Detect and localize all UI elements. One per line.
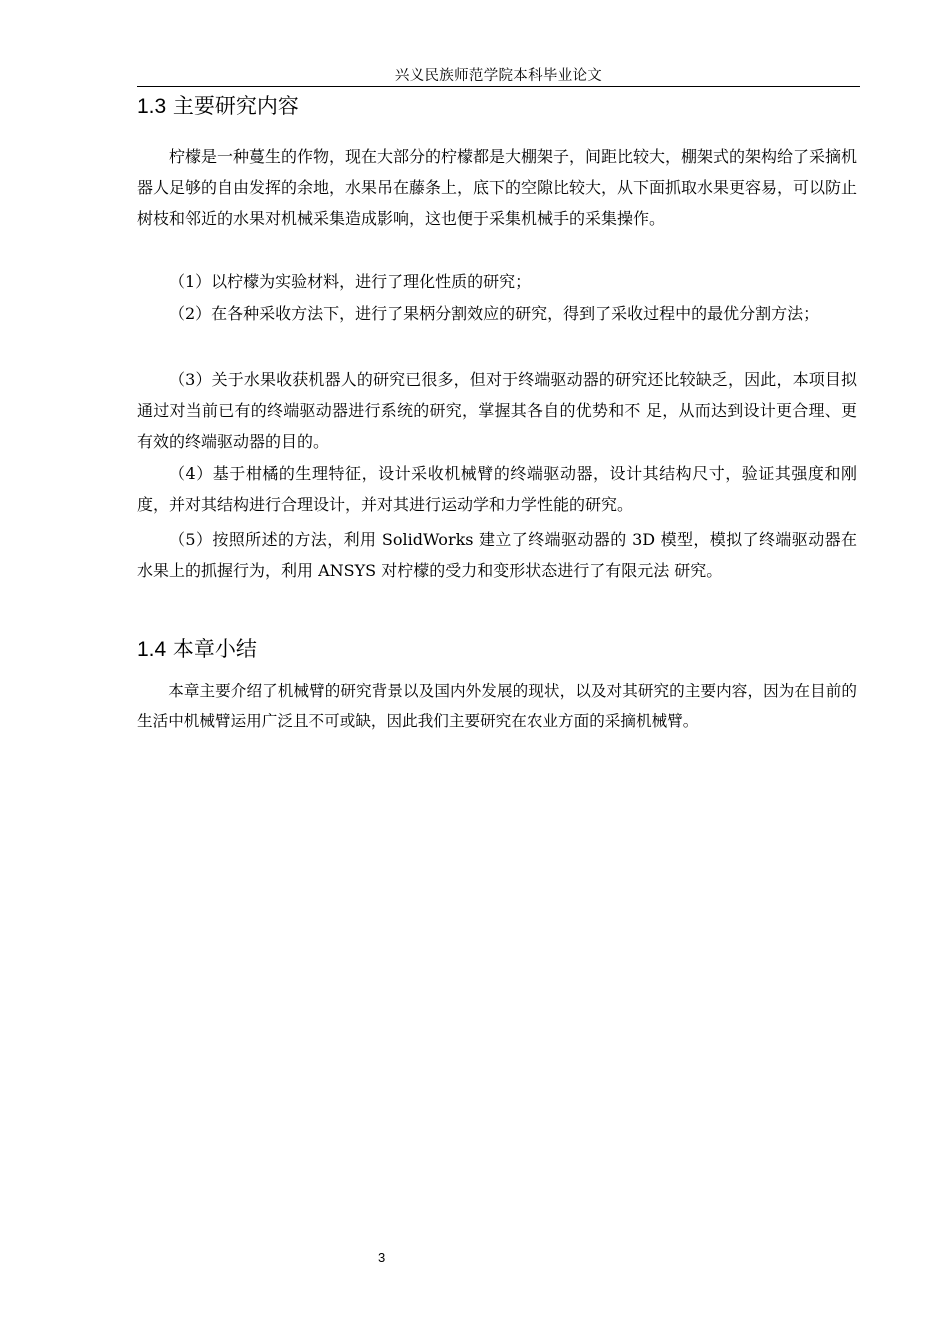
intro-paragraph: 柠檬是一种蔓生的作物，现在大部分的柠檬都是大棚架子，间距比较大，棚架式的架构给了采摘机器人足够的自由发挥的余地，水果吊在藤条上，底下的空隙比较大，从下面抓取水果更容易，可以防止树枝和邻近的水果对机械采集造成影响，这也便于采集机械手的采集操作。 (137, 147, 858, 228)
summary-paragraph: 本章主要介绍了机械臂的研究背景以及国内外发展的现状，以及对其研究的主要内容，因为在目前的生活中机械臂运用广泛且不可或缺，因此我们主要研究在农业方面的采摘机械臂。 (137, 682, 857, 730)
section-number: 1.4 (137, 638, 167, 661)
research-item-3: （3）关于水果收获机器人的研究已很多，但对于终端驱动器的研究还比较缺乏，因此，本项目拟通过对当前已有的终端驱动器进行系统的研究，掌握其各自的优势和不 足，从而达到设计更合理、更有效的终端驱动器的目的。 (137, 370, 857, 451)
research-item-5: （5）按照所述的方法，利用 SolidWorks 建立了终端驱动器的 3D 模型，模拟了终端驱动器在水果上的抓握行为，利用 ANSYS 对柠檬的受力和变形状态进行了有限元法 研究。 (137, 530, 857, 580)
research-item-2: （2）在各种采收方法下，进行了果柄分割效应的研究，得到了采收过程中的最优分割方法； (169, 304, 820, 323)
research-item-1: （1）以柠檬为实验材料，进行了理化性质的研究； (169, 272, 532, 291)
section-heading-1-4 (137, 634, 257, 665)
page-header (137, 66, 860, 87)
section-number: 1.3 (137, 95, 167, 118)
page-number: 3 (378, 1250, 386, 1265)
research-item-4: （4）基于柑橘的生理特征，设计采收机械臂的终端驱动器，设计其结构尺寸，验证其强度和刚度，并对其结构进行合理设计，并对其进行运动学和力学性能的研究。 (137, 464, 857, 514)
section-heading-1-3 (137, 91, 299, 122)
section-title: 本章小结 (172, 637, 257, 661)
section-title: 主要研究内容 (172, 94, 299, 118)
header-title: 兴义民族师范学院本科毕业论文 (394, 68, 603, 84)
